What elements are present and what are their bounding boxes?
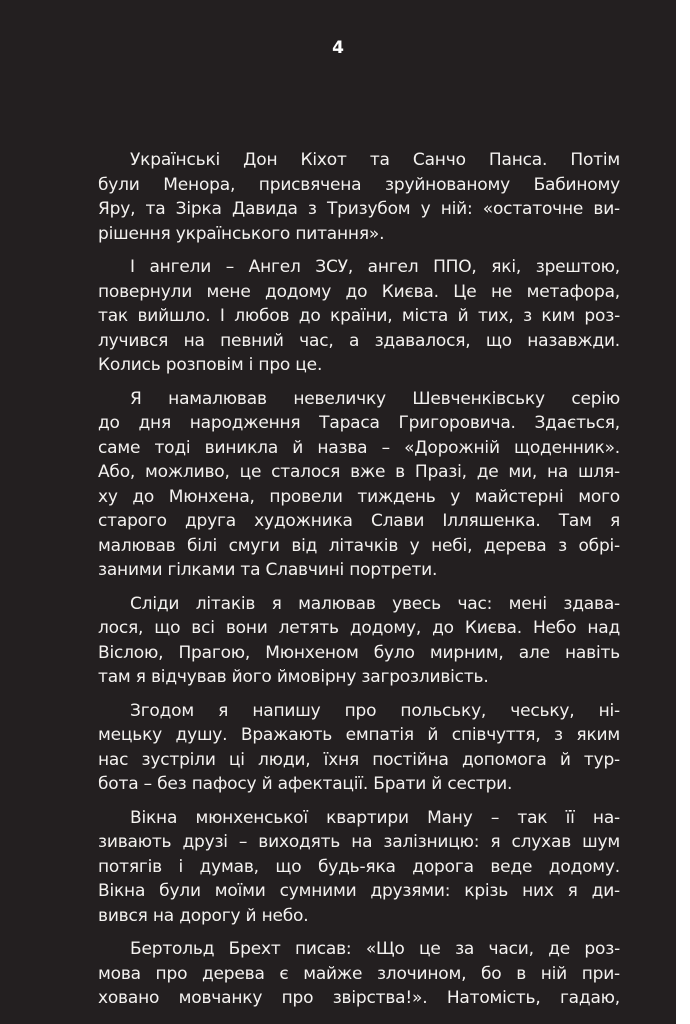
text-line: старого друга художника Слави Ілляшенка. Там я xyxy=(98,511,620,531)
text-line: І ангели – Ангел ЗСУ, ангел ППО, які, зрештою, xyxy=(130,257,620,277)
text-line: бота – без пафосу й афектації. Брати й сестри. xyxy=(98,774,513,794)
paragraph xyxy=(98,148,620,246)
text-line: нас зустріли ці люди, їхня постійна допомога й тур- xyxy=(98,749,620,770)
page-number: 4 xyxy=(332,38,344,58)
text-line: Я намалював невеличку Шевченківську серію xyxy=(130,388,620,409)
text-line: ху до Мюнхена, провели тиждень у майстерні мого xyxy=(98,486,620,507)
text-line: до дня народження Тараса Григоровича. Здається, xyxy=(98,413,620,433)
text-line: зивають друзі – виходять на залізницю: я слухав шум xyxy=(98,832,620,852)
text-line: Вікна були моїми сумними друзями: крізь них я ди- xyxy=(98,881,620,901)
text-line: лучився на певний час, а здавалося, що назавжди. xyxy=(98,330,620,351)
paragraph xyxy=(98,387,620,583)
text-line: так вийшло. І любов до країни, міста й тих, з ким роз- xyxy=(98,306,620,326)
text-line: малював білі смуги від літачків у небі, дерева з обрі- xyxy=(98,535,620,556)
text-line: Українські Дон Кіхот та Санчо Панса. Потім xyxy=(130,150,620,170)
text-line: Або, можливо, це сталося вже в Празі, де ми, на шля- xyxy=(98,462,620,482)
text-line: Бертольд Брехт писав: «Що це за часи, де роз- xyxy=(130,939,620,959)
text-line: рішення українського питання». xyxy=(98,223,385,244)
text-line: лося, що всі вони летять додому, до Києва. Небо над xyxy=(98,618,620,638)
text-line: заними гілками та Славчині портрети. xyxy=(98,560,438,580)
paragraph xyxy=(98,592,620,690)
text-line: вився на дорогу й небо. xyxy=(98,905,309,926)
paragraph xyxy=(98,699,620,797)
text-line: Згодом я напишу про польську, чеську, ні- xyxy=(130,700,620,721)
text-line: Віслою, Прагою, Мюнхеном було мирним, але навіть xyxy=(98,642,620,663)
body-text xyxy=(98,148,620,1020)
text-line: Колись розповім і про це. xyxy=(98,355,323,375)
paragraph xyxy=(98,255,620,378)
text-line: повернули мене додому до Києва. Це не метафора, xyxy=(98,281,620,302)
text-line: потягів і думав, що будь-яка дорога веде додому. xyxy=(98,856,620,877)
paragraph xyxy=(98,937,620,1011)
text-line: там я відчував його ймовірну загрозливість. xyxy=(98,667,489,687)
text-line: мова про дерева є майже злочином, бо в ній при- xyxy=(98,963,620,984)
text-line: мецьку душу. Вражають емпатія й співчуття, з яким xyxy=(98,725,620,745)
text-line: ховано мовчанку про звірства!». Натомість, гадаю, xyxy=(98,988,620,1008)
text-line: Вікна мюнхенської квартири Ману – так її на- xyxy=(130,807,620,828)
text-line: саме тоді виникла й назва – «Дорожній щоденник». xyxy=(98,437,620,458)
text-line: Сліди літаків я малював увесь час: мені здава- xyxy=(130,593,620,614)
text-line: були Менора, присвячена зруйнованому Бабиному xyxy=(98,174,620,195)
paragraph xyxy=(98,806,620,929)
text-line: Яру, та Зірка Давида з Тризубом у ній: «остаточне ви- xyxy=(98,199,620,219)
